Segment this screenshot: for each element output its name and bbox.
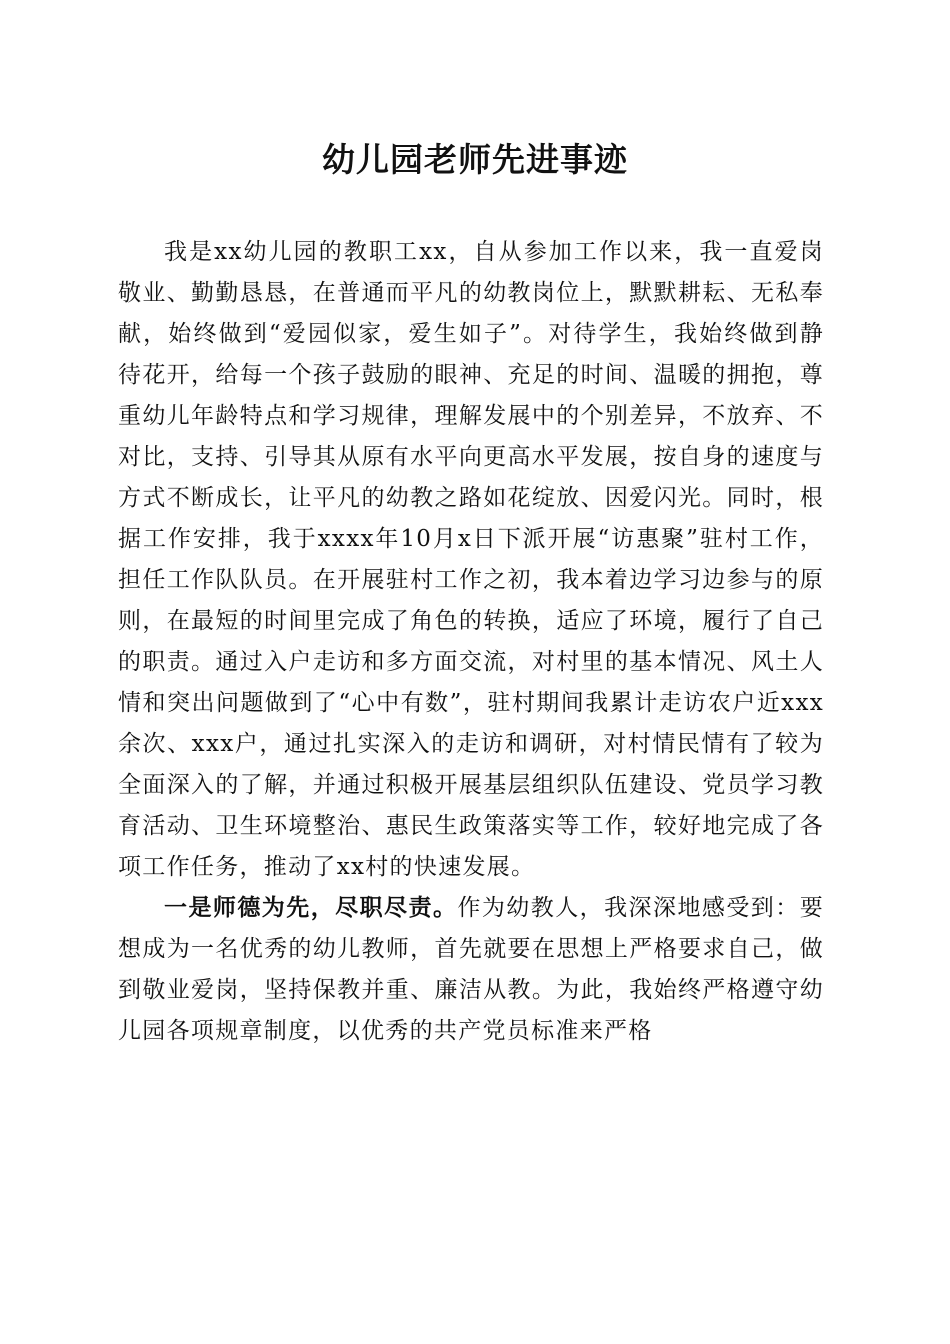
paragraph-section-one [118,888,824,1052]
paragraph-text: 作为幼教人，我深深地感受到：要想成为一名优秀的幼儿教师，首先就要在思想上严格要求自己，做到敬业爱岗，坚持保教并重、廉洁从教。为此，我始终严格遵守幼儿园各项规章制度，以优秀的共产党员标准来严格 [118,895,825,1044]
document-body [118,232,824,1052]
paragraph-lead-heading: 一是师德为先，尽职尽责。 [164,895,458,921]
paragraph-text: 我是xx幼儿园的教职工xx，自从参加工作以来，我一直爱岗敬业、勤勤恳恳，在普通而平凡的幼教岗位上，默默耕耘、无私奉献，始终做到“爱园似家，爱生如子”。对待学生，我始终做到静待花开，给每一个孩子鼓励的眼神、充足的时间、温暖的拥抱，尊重幼儿年龄特点和学习规律，理解发展中的个别差异，不放弃、不对比，支持、引导其从原有水平向更高水平发展，按自身的速度与方式不断成长，让平凡的幼教之路如花绽放、因爱闪光。同时，根据工作安排，我于xxxx年10月x日下派开展“访惠聚”驻村工作，担任工作队队员。在开展驻村工作之初，我本着边学习边参与的原则，在最短的时间里完成了角色的转换，适应了环境，履行了自己的职责。通过入户走访和多方面交流，对村里的基本情况、风土人情和突出问题做到了“心中有数”，驻村期间我累计走访农户近xxx余次、xxx户，通过扎实深入的走访和调研，对村情民情有了较为全面深入的了解，并通过积极开展基层组织队伍建设、党员学习教育活动、卫生环境整治、惠民生政策落实等工作，较好地完成了各项工作任务，推动了xx村的快速发展。 [118,239,824,880]
document-title: 幼儿园老师先进事迹 [322,140,628,179]
paragraph-intro [118,232,824,888]
